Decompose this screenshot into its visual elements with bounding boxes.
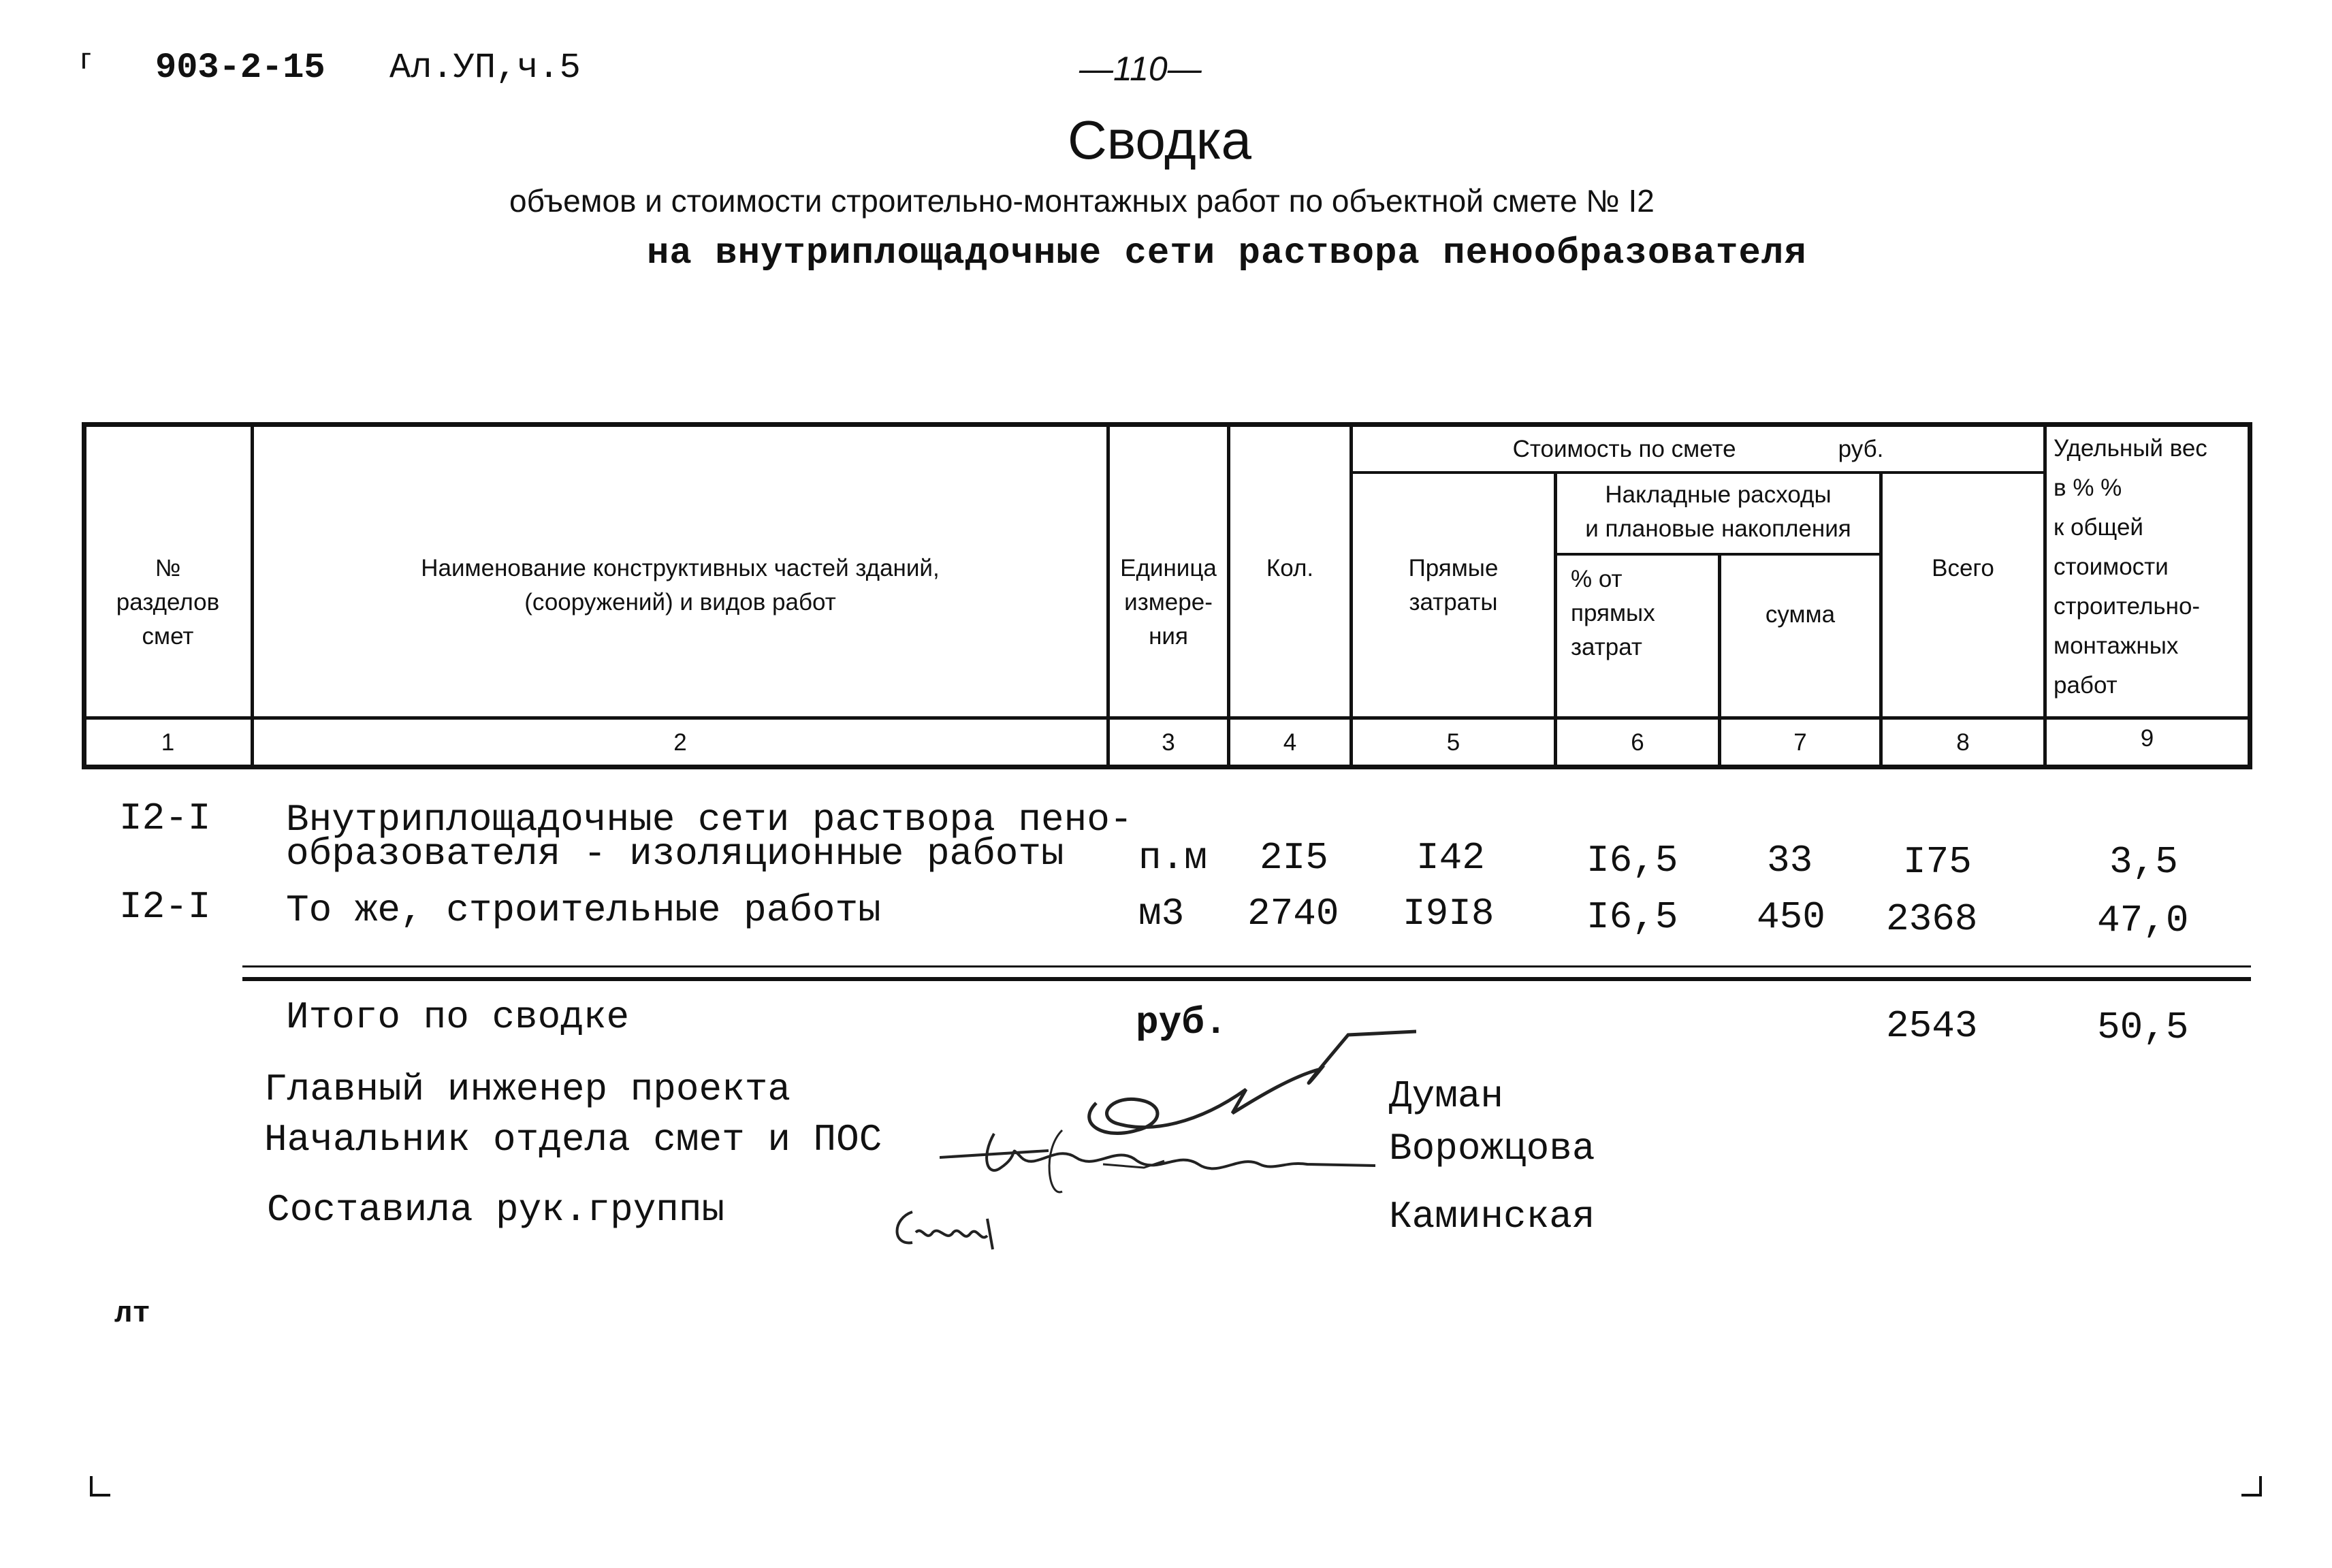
handwritten-signature-vorozhtsova — [940, 1103, 1375, 1205]
cell-work-name: То же, строительные работы — [286, 889, 881, 932]
column-number: 4 — [1283, 729, 1297, 756]
cell-overhead-sum: 450 — [1757, 895, 1825, 939]
cell-unit: п.м — [1138, 836, 1207, 880]
cell-quantity: 2740 — [1247, 892, 1339, 935]
column-number: 2 — [673, 729, 687, 756]
document-subtitle: объемов и стоимости строительно-монтажных работ по объектной смете № I2 — [509, 183, 1655, 219]
cell-total: 2368 — [1886, 897, 1978, 941]
signature-name: Каминская — [1389, 1195, 1595, 1238]
handwritten-signature-kaminskaya — [885, 1205, 1021, 1260]
header-overhead-group: Накладные расходы и плановые накопления — [1585, 481, 1851, 542]
cell-direct-costs: I9I8 — [1403, 892, 1495, 935]
column-number: 7 — [1793, 729, 1807, 756]
header-overhead-sum: сумма — [1765, 601, 1836, 628]
cell-total: I75 — [1903, 840, 1972, 884]
header-quantity: Кол. — [1266, 555, 1314, 581]
column-number: 3 — [1162, 729, 1175, 756]
total-share: 50,5 — [2097, 1006, 2189, 1049]
corner-bracket-bottom-right — [2241, 1476, 2262, 1497]
column-number: 6 — [1631, 729, 1644, 756]
header-direct-costs: Прямые затраты — [1408, 555, 1499, 615]
cell-section: I2-I — [119, 797, 211, 840]
cell-work-name-cont: образователя - изоляционные работы — [286, 832, 1064, 876]
page-number: —110— — [1079, 50, 1202, 88]
corner-mark: г — [80, 42, 92, 76]
document-title: Сводка — [1068, 110, 1252, 170]
signature-role: Начальник отдела смет и ПОС — [264, 1118, 882, 1162]
cell-overhead-sum: 33 — [1767, 839, 1813, 882]
cell-section: I2-I — [119, 885, 211, 929]
header-total: Всего — [1932, 555, 1994, 581]
album-reference: Ал.УП,ч.5 — [389, 48, 581, 88]
header-work-name: Наименование конструктивных частей зданий, (сооружений) и видов работ — [421, 555, 940, 615]
corner-bracket-bottom-left — [90, 1476, 110, 1497]
header-unit: Единица измере- ния — [1120, 555, 1217, 650]
cell-work-name: Внутриплощадочные сети раствора пено- — [286, 798, 1133, 842]
header-cost-group: Стоимость по смете руб. — [1512, 436, 1884, 462]
column-number: 5 — [1446, 729, 1460, 756]
column-number: 9 — [2140, 725, 2154, 752]
header-overhead-percent: % от прямых затрат — [1571, 566, 1655, 660]
column-number: 8 — [1956, 729, 1970, 756]
signature-name: Думан — [1389, 1074, 1504, 1118]
total-label: Итого по сводке — [286, 995, 630, 1039]
header-share: Удельный вес в % % к общей стоимости строительно- монтажных работ — [2054, 435, 2207, 699]
document-code: 903-2-15 — [155, 48, 325, 88]
cell-direct-costs: I42 — [1416, 836, 1485, 880]
cell-overhead-percent: I6,5 — [1586, 839, 1678, 882]
signature-role: Составила рук.группы — [267, 1188, 725, 1232]
signature-name: Ворожцова — [1389, 1127, 1595, 1170]
cell-share: 3,5 — [2109, 840, 2178, 884]
column-number: 1 — [161, 729, 175, 756]
document-subtitle-object: на внутриплощадочные сети раствора пенообразователя — [647, 233, 1807, 274]
cell-quantity: 2I5 — [1260, 836, 1328, 880]
header-section-number: № разделов смет — [116, 555, 220, 650]
footer-mark: лт — [114, 1297, 150, 1331]
total-separator — [242, 965, 2251, 967]
cell-share: 47,0 — [2097, 899, 2189, 942]
signature-role: Главный инженер проекта — [264, 1068, 790, 1111]
total-unit: руб. — [1136, 1001, 1228, 1044]
total-sum: 2543 — [1886, 1004, 1978, 1048]
cell-unit: м3 — [1138, 892, 1185, 935]
cell-overhead-percent: I6,5 — [1586, 895, 1678, 939]
